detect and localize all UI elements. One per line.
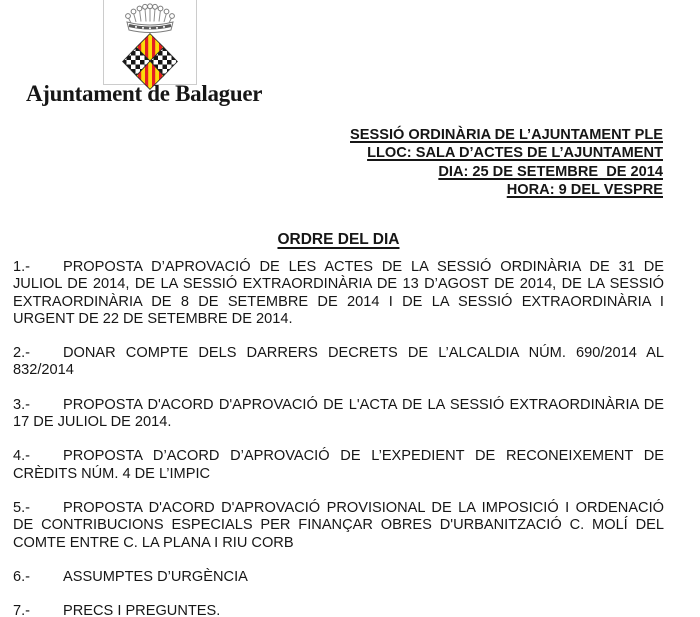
coat-of-arms-box: [103, 0, 197, 85]
session-header-line: HORA: 9 DEL VESPRE: [506, 182, 663, 199]
session-header: [350, 126, 663, 200]
agenda-item-number: 1.-: [13, 259, 31, 275]
agenda-item-line: 6.- ASSUMPTES D’URGÈNCIA: [13, 568, 248, 585]
agenda-item-line: 17 DE JULIOL DE 2014.: [13, 414, 172, 431]
agenda-item-number: 4.-: [13, 448, 31, 465]
agenda-item: [13, 345, 664, 380]
agenda-item-line: 7.- PRECS I PREGUNTES.: [13, 603, 664, 617]
agenda-item-line: 4.- PROPOSTA D’ACORD D’APROVACIÓ DE L’EXPEDIENT DE RECONEIXEMENT DE: [13, 448, 664, 465]
agenda-item-line: JULIOL DE 2014, DE LA SESSIÓ EXTRAORDINÀRIA DE 13 D’AGOST DE 2014, DE LA SESSIÓ: [13, 276, 664, 293]
agenda-item: [13, 603, 664, 617]
agenda-item-line: EXTRAORDINÀRIA DE 8 DE SETEMBRE DE 2014 I DE LA SESSIÓ EXTRAORDINÀRIA I: [13, 293, 664, 310]
agenda-title-text: ORDRE DEL DIA: [277, 231, 400, 248]
agenda-item-number: 5.-: [13, 499, 31, 516]
agenda-item-line: 2.- DONAR COMPTE DELS DARRERS DECRETS DE L’ALCALDIA NÚM. 690/2014 AL: [13, 345, 664, 362]
agenda-item-number: 6.-: [13, 568, 31, 585]
agenda-item-number: 7.-: [13, 603, 31, 617]
agenda-item-number: 2.-: [13, 345, 31, 362]
agenda-item-line: DE CONTRIBUCIONS ESPECIALS PER FINANÇAR OBRES D'URBANITZACIÓ C. MOLÍ DEL: [13, 517, 664, 534]
agenda-item: [13, 259, 664, 328]
agenda-item: [13, 500, 664, 552]
agenda-item-line: URGENT DE 22 DE SETEMBRE DE 2014.: [13, 310, 293, 327]
agenda-item-line: 3.- PROPOSTA D'ACORD D'APROVACIÓ DE L'ACTA DE LA SESSIÓ EXTRAORDINÀRIA DE: [13, 396, 664, 413]
session-header-line: LLOC: SALA D’ACTES DE L’AJUNTAMENT: [367, 145, 663, 162]
session-header-line: SESSIÓ ORDINÀRIA DE L’AJUNTAMENT PLE: [350, 127, 663, 143]
agenda-item-line: COMTE ENTRE C. LA PLANA I RIU CORB: [13, 534, 294, 551]
agenda-item: [13, 448, 664, 483]
session-header-line: DIA: 25 DE SETEMBRE DE 2014: [438, 163, 663, 180]
organization-name: Ajuntament de Balaguer: [26, 81, 263, 106]
agenda-item-line: 5.- PROPOSTA D'ACORD D'APROVACIÓ PROVISIONAL DE LA IMPOSICIÓ I ORDENACIÓ: [13, 499, 664, 516]
agenda-item: [13, 569, 664, 586]
agenda-item-line: 832/2014: [13, 362, 74, 379]
agenda-item-number: 3.-: [13, 396, 31, 413]
agenda-item-line: CRÈDITS NÚM. 4 DE L’IMPIC: [13, 465, 211, 482]
agenda-item-line: 1.- PROPOSTA D’APROVACIÓ DE LES ACTES DE LA SESSIÓ ORDINÀRIA DE 31 DE: [13, 259, 664, 275]
agenda-title: [13, 231, 664, 249]
agenda-list: [13, 259, 664, 617]
agenda-item: [13, 397, 664, 432]
